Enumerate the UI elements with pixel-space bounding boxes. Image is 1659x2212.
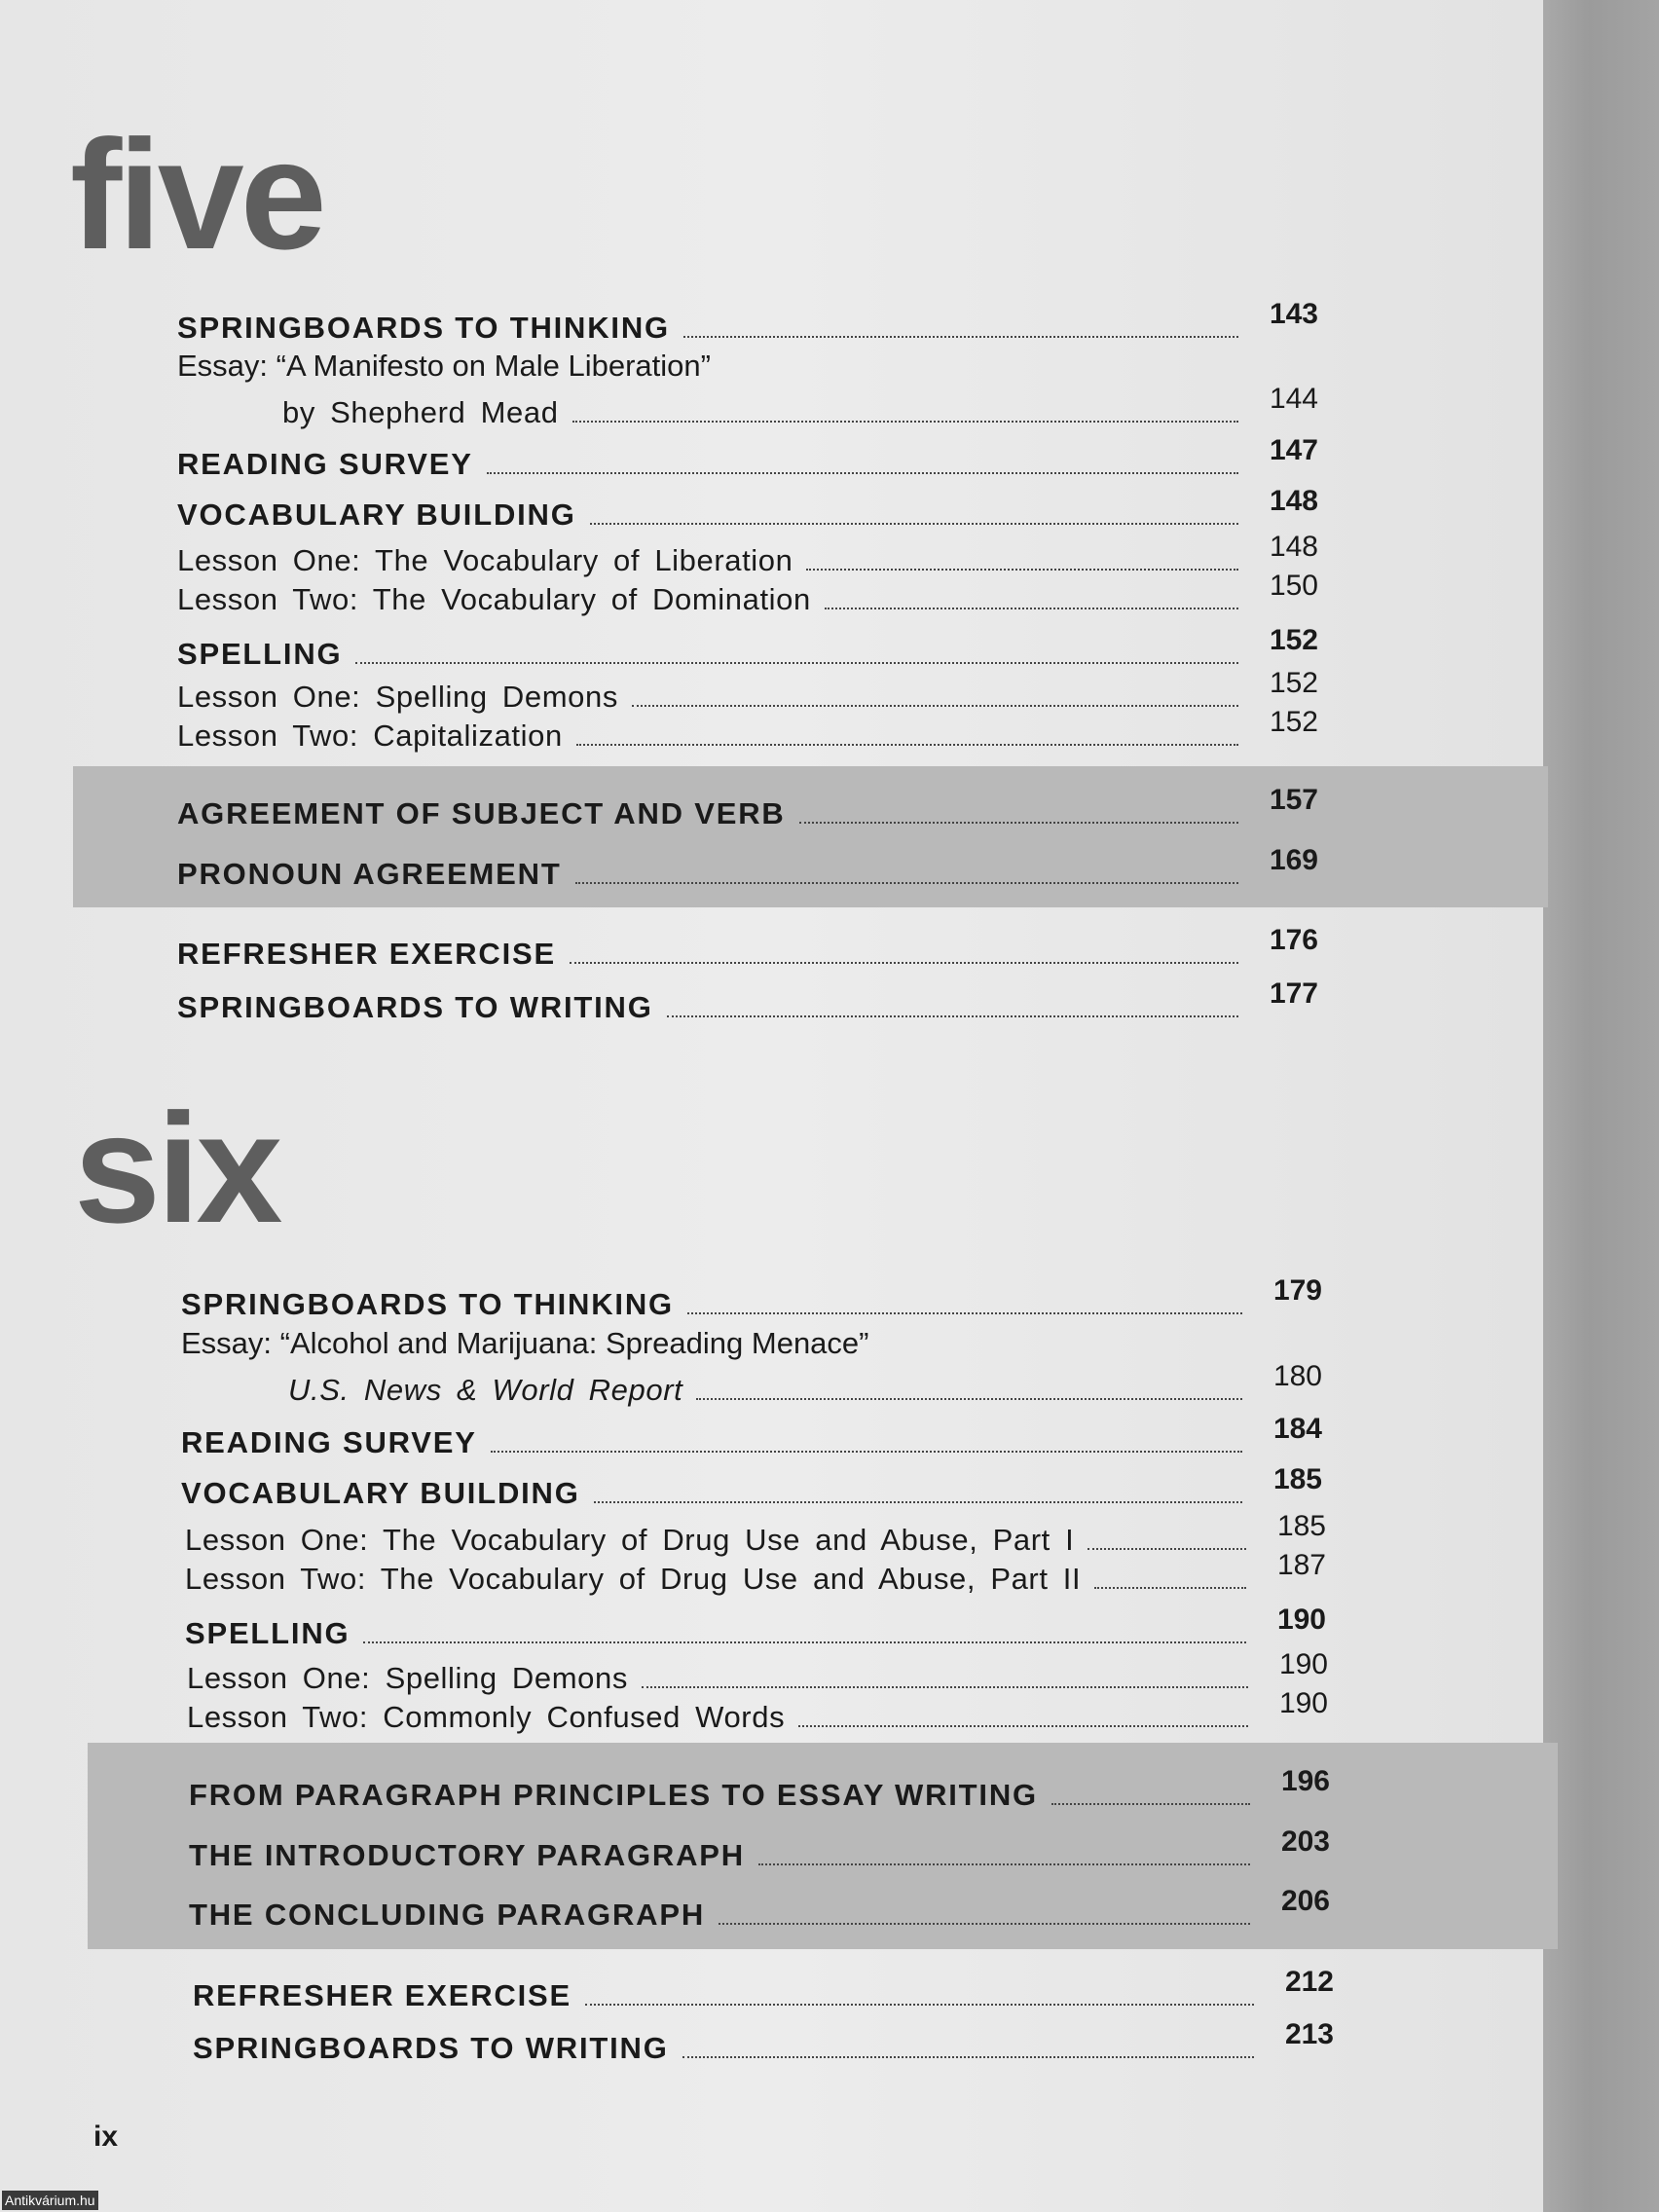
essay-title: Essay: “A Manifesto on Male Liberation” bbox=[177, 349, 711, 383]
toc-entry bbox=[189, 1765, 1330, 1813]
toc-entry-label: Lesson One: The Vocabulary of Liberation bbox=[177, 543, 793, 577]
toc-entry bbox=[282, 383, 1318, 430]
toc-page-number: 185 bbox=[1276, 1510, 1326, 1542]
dot-leader bbox=[632, 704, 1238, 707]
dot-leader bbox=[491, 1450, 1242, 1453]
toc-entry-label: READING SURVEY bbox=[177, 447, 473, 481]
dot-leader bbox=[798, 1724, 1248, 1727]
dot-leader bbox=[825, 607, 1238, 609]
toc-entry-label: Lesson One: Spelling Demons bbox=[177, 680, 618, 714]
toc-entry-label: Lesson Two: Capitalization bbox=[177, 719, 563, 753]
dot-leader bbox=[806, 568, 1238, 571]
dot-leader bbox=[667, 1014, 1238, 1017]
toc-entry bbox=[177, 485, 1318, 533]
toc-page-number: 180 bbox=[1272, 1360, 1322, 1392]
toc-entry bbox=[177, 570, 1318, 617]
toc-entry bbox=[185, 1549, 1326, 1597]
watermark: Antikvárium.hu bbox=[2, 2191, 98, 2210]
toc-page-number: 169 bbox=[1269, 844, 1318, 876]
dot-leader bbox=[642, 1685, 1248, 1688]
toc-entry bbox=[185, 1510, 1326, 1558]
toc-page-number: 190 bbox=[1276, 1604, 1326, 1636]
toc-entry bbox=[177, 667, 1318, 715]
toc-page-number: 187 bbox=[1276, 1549, 1326, 1581]
toc-entry bbox=[187, 1648, 1328, 1696]
toc-entry bbox=[181, 1274, 1322, 1322]
toc-entry-label: VOCABULARY BUILDING bbox=[181, 1476, 580, 1510]
toc-page-number: 177 bbox=[1269, 977, 1318, 1010]
toc-entry-label: SPELLING bbox=[185, 1616, 350, 1650]
toc-page-number: 206 bbox=[1280, 1885, 1330, 1917]
toc-entry bbox=[193, 1966, 1334, 2013]
toc-entry-label: PRONOUN AGREEMENT bbox=[177, 857, 562, 891]
dot-leader bbox=[355, 661, 1238, 664]
toc-entry bbox=[177, 784, 1318, 831]
dot-leader bbox=[683, 335, 1238, 338]
toc-entry bbox=[187, 1687, 1328, 1735]
toc-entry-label: FROM PARAGRAPH PRINCIPLES TO ESSAY WRITING bbox=[189, 1778, 1038, 1812]
toc-page-number: 150 bbox=[1269, 570, 1318, 602]
toc-page-number: 185 bbox=[1272, 1463, 1322, 1495]
toc-entry-label: U.S. News & World Report bbox=[288, 1373, 683, 1407]
toc-entry-label: SPRINGBOARDS TO WRITING bbox=[193, 2031, 669, 2065]
toc-entry-label: READING SURVEY bbox=[181, 1425, 477, 1459]
toc-entry-label: THE INTRODUCTORY PARAGRAPH bbox=[189, 1838, 745, 1872]
toc-entry-label: REFRESHER EXERCISE bbox=[177, 937, 556, 971]
essay-title: Essay: “Alcohol and Marijuana: Spreading Menace” bbox=[181, 1326, 869, 1360]
toc-entry-label: by Shepherd Mead bbox=[282, 395, 559, 429]
toc-page-number: 212 bbox=[1284, 1966, 1334, 1998]
toc-entry bbox=[177, 706, 1318, 754]
toc-page-number: 152 bbox=[1269, 706, 1318, 738]
dot-leader bbox=[1094, 1586, 1246, 1589]
dot-leader bbox=[758, 1862, 1250, 1865]
toc-entry-label: VOCABULARY BUILDING bbox=[177, 498, 576, 532]
toc-entry bbox=[181, 1463, 1322, 1511]
toc-entry-label: Lesson One: Spelling Demons bbox=[187, 1661, 628, 1695]
toc-page-number: 190 bbox=[1278, 1648, 1328, 1680]
toc-entry bbox=[177, 924, 1318, 972]
dot-leader bbox=[576, 743, 1238, 746]
toc-page-number: 152 bbox=[1269, 624, 1318, 656]
toc-page-number: 213 bbox=[1284, 2018, 1334, 2050]
toc-page-number: 148 bbox=[1269, 531, 1318, 563]
dot-leader bbox=[575, 881, 1238, 884]
dot-leader bbox=[594, 1500, 1242, 1503]
toc-entry bbox=[189, 1885, 1330, 1933]
toc-entry bbox=[177, 298, 1318, 346]
toc-entry-label: SPRINGBOARDS TO THINKING bbox=[181, 1287, 674, 1321]
toc-page-number: 152 bbox=[1269, 667, 1318, 699]
toc-entry-label: SPRINGBOARDS TO WRITING bbox=[177, 990, 653, 1024]
dot-leader bbox=[572, 420, 1238, 423]
chapter-six-heading: six bbox=[74, 1081, 279, 1255]
toc-page-number: 147 bbox=[1269, 434, 1318, 466]
toc-entry bbox=[177, 844, 1318, 892]
dot-leader bbox=[682, 2055, 1254, 2058]
toc-page-number: 143 bbox=[1269, 298, 1318, 330]
toc-entry-label: Lesson Two: The Vocabulary of Drug Use and Abuse, Part II bbox=[185, 1562, 1082, 1596]
dot-leader bbox=[687, 1311, 1242, 1314]
toc-entry bbox=[189, 1825, 1330, 1873]
dot-leader bbox=[363, 1641, 1246, 1643]
chapter-five-heading: five bbox=[70, 107, 323, 281]
toc-entry bbox=[181, 1413, 1322, 1460]
toc-page-number: 184 bbox=[1272, 1413, 1322, 1445]
toc-entry bbox=[185, 1604, 1326, 1651]
dot-leader bbox=[1051, 1802, 1250, 1805]
toc-entry-label: SPRINGBOARDS TO THINKING bbox=[177, 311, 670, 345]
toc-entry-label: SPELLING bbox=[177, 637, 343, 671]
toc-entry bbox=[177, 977, 1318, 1025]
toc-page-number: 148 bbox=[1269, 485, 1318, 517]
page-edge-shadow bbox=[1543, 0, 1659, 2212]
dot-leader bbox=[696, 1397, 1242, 1400]
toc-entry-label: REFRESHER EXERCISE bbox=[193, 1978, 571, 2012]
toc-entry bbox=[193, 2018, 1334, 2066]
toc-page-number: 176 bbox=[1269, 924, 1318, 956]
dot-leader bbox=[1088, 1547, 1246, 1550]
toc-page-number: 203 bbox=[1280, 1825, 1330, 1858]
toc-page-number: 196 bbox=[1280, 1765, 1330, 1797]
toc-entry bbox=[177, 531, 1318, 578]
dot-leader bbox=[487, 471, 1238, 474]
toc-page-number: 157 bbox=[1269, 784, 1318, 816]
toc-entry-label: AGREEMENT OF SUBJECT AND VERB bbox=[177, 796, 786, 830]
toc-entry-label: Lesson Two: The Vocabulary of Domination bbox=[177, 582, 811, 616]
dot-leader bbox=[570, 961, 1238, 964]
toc-page-number: 190 bbox=[1278, 1687, 1328, 1719]
toc-page-number: 144 bbox=[1269, 383, 1318, 415]
page-folio: ix bbox=[93, 2120, 119, 2153]
toc-entry-label: THE CONCLUDING PARAGRAPH bbox=[189, 1898, 706, 1932]
toc-page-number: 179 bbox=[1272, 1274, 1322, 1307]
dot-leader bbox=[590, 522, 1238, 525]
toc-entry bbox=[177, 434, 1318, 482]
toc-entry bbox=[288, 1360, 1322, 1408]
toc-entry-label: Lesson One: The Vocabulary of Drug Use and Abuse, Part I bbox=[185, 1523, 1075, 1557]
toc-entry bbox=[177, 624, 1318, 672]
dot-leader bbox=[585, 2003, 1254, 2006]
dot-leader bbox=[799, 821, 1238, 824]
toc-entry-label: Lesson Two: Commonly Confused Words bbox=[187, 1700, 786, 1734]
dot-leader bbox=[719, 1922, 1250, 1925]
